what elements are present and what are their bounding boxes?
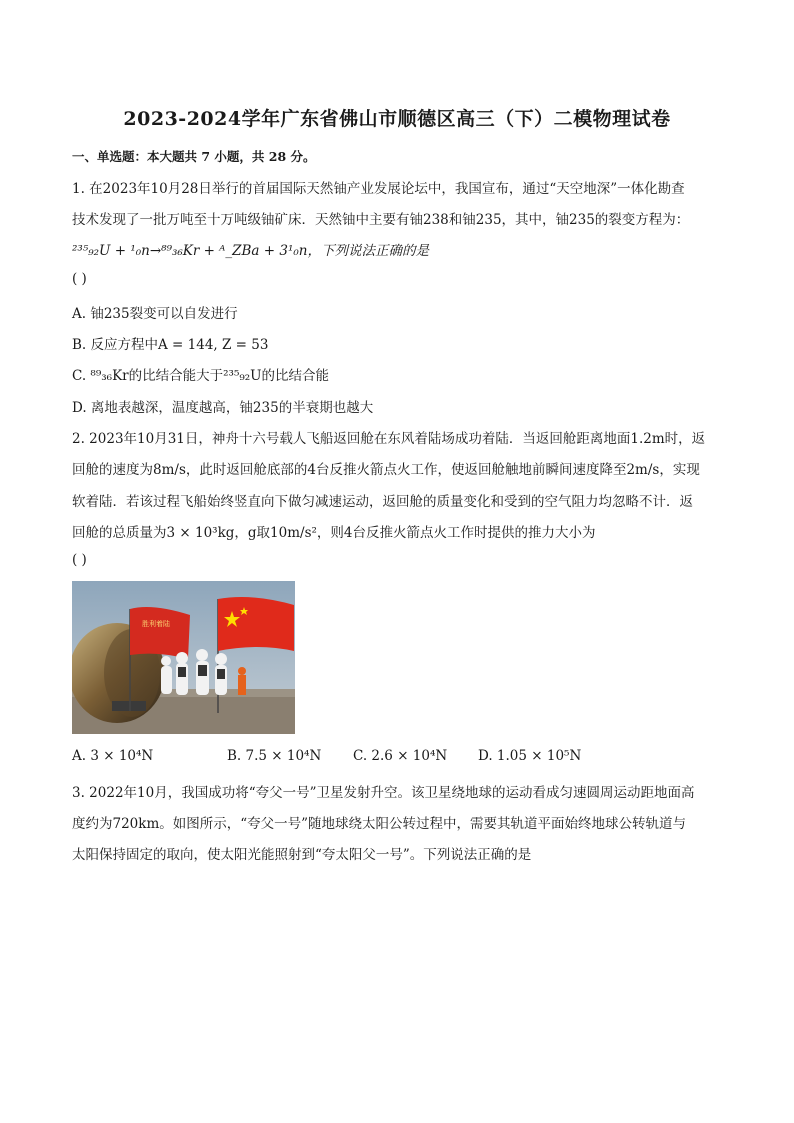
q2-choice-a: A. 3 × 10⁴N [72,748,154,764]
q2-line-2: 回舱的速度为8m/s，此时返回舱底部的4台反推火箭点火工作，使返回舱触地前瞬间速度降至2m/s，实现 [72,462,700,478]
q2-choice-b: B. 7.5 × 10⁴N [227,748,322,764]
q1-line-1: 1. 在2023年10月28日举行的首届国际天然铀产业发展论坛中，我国宣布，通过“天空地深”一体化勘查 [72,181,685,197]
q1-line-2: 技术发现了一批万吨至十万吨级铀矿床．天然铀中主要有铀238和铀235，其中，铀235的裂变方程为： [72,212,690,228]
exam-title: 2023-2024学年广东省佛山市顺德区高三（下）二模物理试卷 [123,108,671,130]
q3-line-1: 3. 2022年10月，我国成功将“夸父一号”卫星发射升空。该卫星绕地球的运动看成匀速圆周运动距地面高 [72,785,695,801]
q1-option-c: C. ⁸⁹₃₆Kr的比结合能大于²³⁵₉₂U的比结合能 [72,368,330,384]
q1-option-a: A. 铀235裂变可以自发进行 [72,306,238,322]
q1-option-b: B. 反应方程中A = 144, Z = 53 [72,337,269,353]
section-heading: 一、单选题：本大题共 7 小题，共 28 分。 [72,149,316,164]
q2-choice-d: D. 1.05 × 10⁵N [478,748,582,764]
q2-line-1: 2. 2023年10月31日，神舟十六号载人飞船返回舱在东风着陆场成功着陆．当返回舱距离地面1.2m时，返 [72,431,706,447]
q1-equation: ²³⁵₉₂U + ¹₀n→⁸⁹₃₆Kr + ᴬ_ZBa + 3¹₀n，下列说法正确的是 [72,243,429,259]
q2-choices [72,748,722,768]
q1-answer-paren: ( ) [72,271,87,287]
q3-line-3: 太阳保持固定的取向，使太阳光能照射到“夸太阳父一号”。下列说法正确的是 [72,847,532,863]
landing-capsule-illustration [72,581,295,734]
q2-line-4: 回舱的总质量为3 × 10³kg，g取10m/s²，则4台反推火箭点火工作时提供的推力大小为 [72,525,596,541]
q2-line-3: 软着陆．若该过程飞船始终竖直向下做匀减速运动，返回舱的质量变化和受到的空气阻力均忽略不计．返 [72,494,693,510]
q2-choice-c: C. 2.6 × 10⁴N [353,748,448,764]
q1-option-d: D. 离地表越深，温度越高，铀235的半衰期也越大 [72,400,374,416]
q2-answer-paren: ( ) [72,552,87,568]
landing-capsule-photo [72,581,295,734]
flag-text: 胜利着陆 [142,620,170,628]
q3-line-2: 度约为720km。如图所示，“夸父一号”随地球绕太阳公转过程中，需要其轨道平面始终地球公转轨道与 [72,816,687,832]
